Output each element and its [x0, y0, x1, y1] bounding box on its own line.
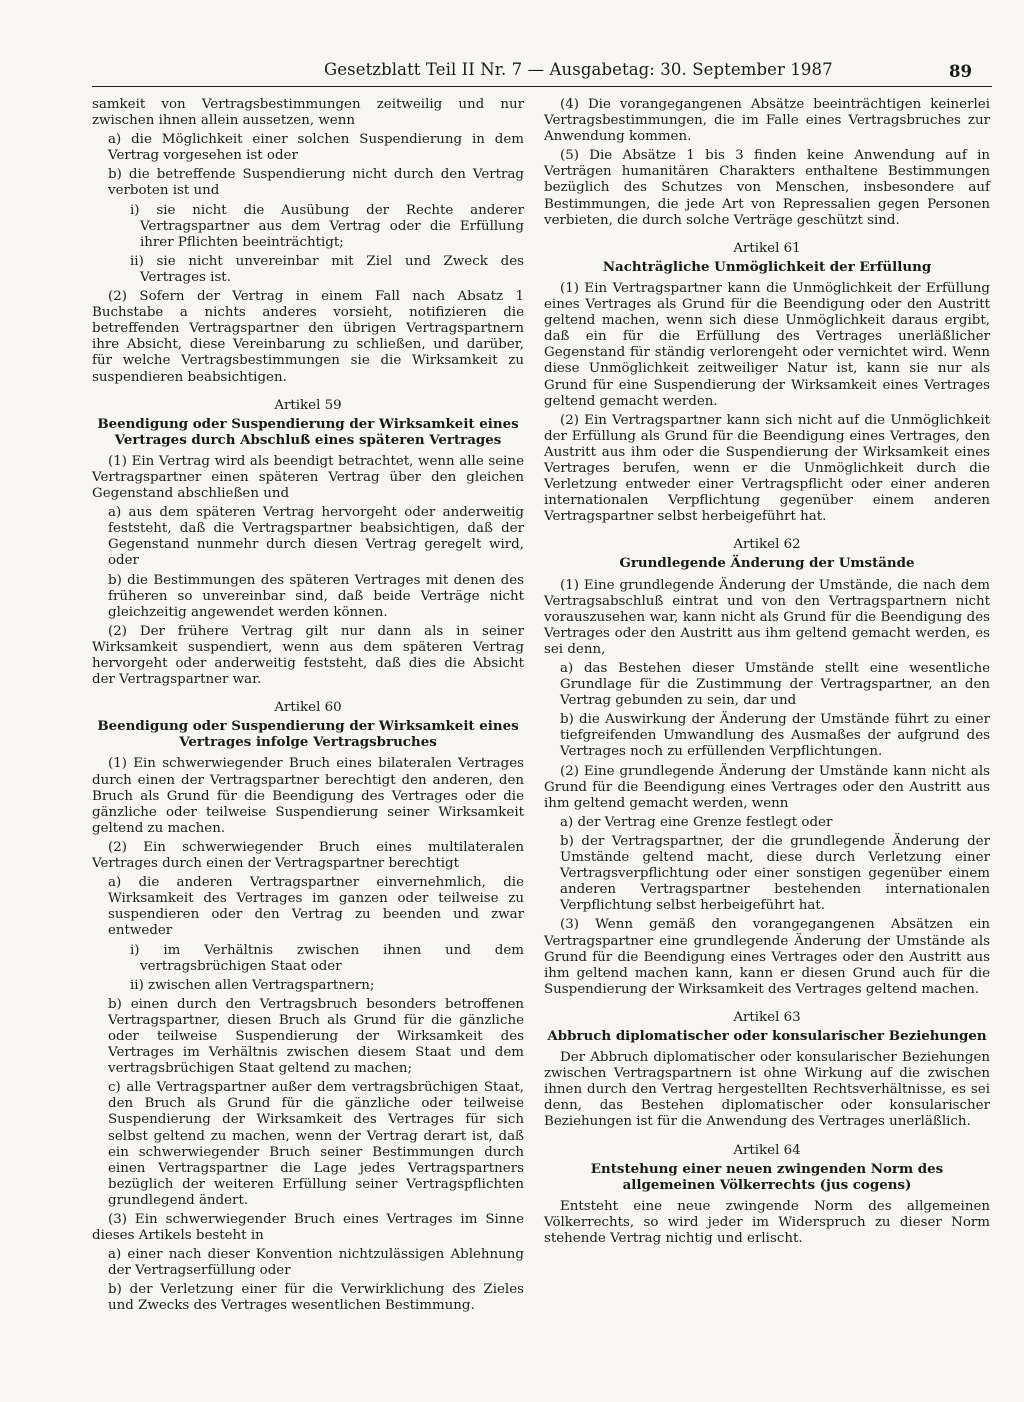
article-title: Entstehung einer neuen zwingenden Norm des allgemeinen Völkerrechts (jus cogens)	[590, 1160, 944, 1193]
article-title: Beendigung oder Suspendierung der Wirksamkeit eines Vertrages durch Abschluß eines späteren Vertrages	[97, 415, 519, 448]
left-column	[92, 97, 524, 1318]
paragraph: i) im Verhältnis zwischen ihnen und dem vertragsbrüchigen Staat oder	[130, 942, 524, 974]
paragraph: (2) Der frühere Vertrag gilt nur dann als in seiner Wirksamkeit suspendiert, wenn aus dem späteren Vertrag hervorgeht oder anderweitig feststeht, daß dies die Absicht der Vertragspartner war.	[92, 623, 524, 688]
paragraph: (2) Ein Vertragspartner kann sich nicht auf die Unmöglichkeit der Erfüllung als Grund für die Beendigung eines Vertrages, den Austritt aus ihm oder die Suspendierung der Wirksamkeit eines Vertrages berufen, wenn er die Unmöglichkeit durch die Verletzung entweder einer Vertragspflicht oder einer anderen internationalen Verpflichtung gegenüber einem anderen Vertragspartner selbst herbeigeführt hat.	[544, 412, 990, 525]
article-title: Grundlegende Änderung der Umstände	[619, 555, 915, 572]
paragraph: c) alle Vertragspartner außer dem vertragsbrüchigen Staat, den Bruch als Grund für die gänzliche oder teilweise Suspendierung der Wirksamkeit des Vertrages für sich selbst geltend zu machen, wenn der Vertrag derart ist, daß ein schwerwiegender Bruch seiner Bestimmungen durch einen Vertragspartner die Lage jedes Vertragspartners bezüglich der weiteren Erfüllung seiner Vertragspflichten grundlegend ändert.	[108, 1080, 524, 1208]
article-title: Abbruch diplomatischer oder konsularischer Beziehungen	[547, 1027, 987, 1044]
paragraph: a) die anderen Vertragspartner einvernehmlich, die Wirksamkeit des Vertrages im ganzen oder teilweise zu suspendieren oder den Vertrag zu beenden und zwar entweder	[108, 875, 524, 939]
paragraph: b) der Verletzung einer für die Verwirklichung des Zieles und Zwecks des Vertrages wesentlichen Bestimmung.	[108, 1282, 524, 1314]
article-title: Nachträgliche Unmöglichkeit der Erfüllung	[602, 258, 932, 275]
paragraph: (2) Eine grundlegende Änderung der Umstände kann nicht als Grund für die Beendigung eines Vertrages oder den Austritt aus ihm geltend gemacht werden, wenn	[544, 763, 990, 811]
article-number: Artikel 63	[733, 1009, 801, 1025]
article-number: Artikel 60	[274, 700, 342, 716]
paragraph: ii) zwischen allen Vertragspartnern;	[130, 977, 375, 993]
article-number: Artikel 62	[733, 537, 801, 553]
paragraph: b) die Bestimmungen des späteren Vertrages mit denen des früheren so unvereinbar sind, daß beide Verträge nicht gleichzeitig angewendet werden können.	[108, 572, 524, 620]
right-column	[544, 97, 990, 1250]
paragraph: (2) Ein schwerwiegender Bruch eines multilateralen Vertrages durch einen der Vertragspartner berechtigt	[92, 839, 524, 872]
paragraph: (2) Sofern der Vertrag in einem Fall nach Absatz 1 Buchstabe a nichts anderes vorsieht, notifizieren die betreffenden Vertragspartner den übrigen Vertragspartnern ihre Absicht, diese Vereinbarung zu schließen, und darüber, für welche Vertragsbestimmungen sie die Wirksamkeit zu suspendieren beabsichtigen.	[92, 289, 524, 385]
paragraph: b) einen durch den Vertragsbruch besonders betroffenen Vertragspartner, diesen Bruch als Grund für die gänzliche oder teilweise Suspendierung der Wirksamkeit des Vertrages im Verhältnis zwischen diesem Staat und dem vertragsbrüchigen Staat geltend zu machen;	[108, 996, 524, 1077]
paragraph: ii) sie nicht unvereinbar mit Ziel und Zweck des Vertrages ist.	[130, 253, 524, 285]
paragraph: samkeit von Vertragsbestimmungen zeitweilig und nur zwischen ihnen allein aussetzen, wenn	[92, 97, 524, 129]
article-number: Artikel 64	[733, 1142, 801, 1158]
paragraph: b) der Vertragspartner, der die grundlegende Änderung der Umstände geltend macht, diese durch Verletzung einer Vertragsverpflichtung oder einer sonstigen gegenüber einem anderen Vertragspartner bestehenden internationalen Verpflichtung selbst herbeigeführt hat.	[560, 833, 990, 914]
paragraph: b) die Auswirkung der Änderung der Umstände führt zu einer tiefgreifenden Umwandlung des Ausmaßes der aufgrund des Vertrages noch zu erfüllenden Verpflichtungen.	[560, 712, 990, 760]
paragraph: Entsteht eine neue zwingende Norm des allgemeinen Völkerrechts, so wird jeder im Widerspruch zu dieser Norm stehende Vertrag nichtig und erlischt.	[544, 1198, 990, 1246]
article-number: Artikel 61	[733, 240, 801, 256]
paragraph: (1) Ein schwerwiegender Bruch eines bilateralen Vertrages durch einen der Vertragspartner berechtigt den anderen, den Bruch als Grund für die Beendigung des Vertrages oder die gänzliche oder teilweise Suspendierung seiner Wirksamkeit geltend zu machen.	[92, 756, 524, 836]
paragraph: Der Abbruch diplomatischer oder konsularischer Beziehungen zwischen Vertragspartnern ist ohne Wirkung auf die zwischen ihnen durch den Vertrag hergestellten Rechtsverhältnisse, es sei denn, das Bestehen diplomatischer oder konsularischer Beziehungen ist für die Anwendung des Vertrages unerläßlich.	[544, 1050, 990, 1130]
page-header	[92, 58, 992, 87]
paragraph: a) die Möglichkeit einer solchen Suspendierung in dem Vertrag vorgesehen ist oder	[108, 132, 524, 164]
paragraph: b) die betreffende Suspendierung nicht durch den Vertrag verboten ist und	[108, 167, 524, 199]
article-title: Beendigung oder Suspendierung der Wirksamkeit eines Vertrages infolge Vertragsbruches	[97, 718, 519, 751]
article-number: Artikel 59	[274, 397, 342, 413]
paragraph: (3) Ein schwerwiegender Bruch eines Vertrages im Sinne dieses Artikels besteht in	[92, 1212, 524, 1244]
paragraph: (4) Die vorangegangenen Absätze beeinträchtigen keinerlei Vertragsbestimmungen, die im Falle eines Vertragsbruches zur Anwendung kommen.	[544, 97, 990, 145]
paragraph: (1) Eine grundlegende Änderung der Umstände, die nach dem Vertragsabschluß eintrat und von den Vertragspartnern nicht vorauszusehen war, kann nicht als Grund für die Beendigung des Vertrages oder den Austritt aus ihm geltend gemacht werden, es sei denn,	[544, 577, 990, 657]
gazette-title: Gesetzblatt Teil II Nr. 7 — Ausgabetag: 30. September 1987	[324, 60, 833, 79]
paragraph: (3) Wenn gemäß den vorangegangenen Absätzen ein Vertragspartner eine grundlegende Änderung der Umstände als Grund für die Beendigung eines Vertrages oder den Austritt aus ihm geltend machen kann, kann er diesen Grund auch für die Suspendierung der Wirksamkeit des Vertrages geltend machen.	[544, 917, 990, 997]
paragraph: a) der Vertrag eine Grenze festlegt oder	[560, 814, 833, 830]
paragraph: a) das Bestehen dieser Umstände stellt eine wesentliche Grundlage für die Zustimmung der Vertragspartner, an den Vertrag gebunden zu sein, dar und	[560, 661, 990, 709]
paragraph: i) sie nicht die Ausübung der Rechte anderer Vertragspartner aus dem Vertrag oder die Erfüllung ihrer Pflichten beeinträchtigt;	[130, 202, 524, 250]
paragraph: (1) Ein Vertragspartner kann die Unmöglichkeit der Erfüllung eines Vertrages als Grund für die Beendigung oder den Austritt geltend machen, wenn sich diese Unmöglichkeit daraus ergibt, daß ein für die Erfüllung des Vertrages unerläßlicher Gegenstand für ständig verlorengeht oder vernichtet wird. Wenn diese Unmöglichkeit zeitweiliger Natur ist, kann sie nur als Grund für eine Suspendierung der Wirksamkeit eines Vertrages geltend gemacht werden.	[544, 280, 990, 409]
paragraph: a) aus dem späteren Vertrag hervorgeht oder anderweitig feststeht, daß die Vertragspartner beabsichtigen, daß der Gegenstand nunmehr durch diesen Vertrag geregelt wird, oder	[108, 505, 524, 569]
paragraph: (5) Die Absätze 1 bis 3 finden keine Anwendung auf in Verträgen humanitären Charakters enthaltene Bestimmungen bezüglich des Schutzes von Menschen, insbesondere auf Bestimmungen, die jede Art von Repressalien gegen Personen verbieten, die durch solche Verträge geschützt sind.	[544, 148, 990, 228]
paragraph: (1) Ein Vertrag wird als beendigt betrachtet, wenn alle seine Vertragspartner einen späteren Vertrag über den gleichen Gegenstand abschließen und	[92, 453, 524, 502]
paragraph: a) einer nach dieser Konvention nichtzulässigen Ablehnung der Vertragserfüllung oder	[108, 1247, 524, 1279]
page-number: 89	[949, 62, 972, 81]
